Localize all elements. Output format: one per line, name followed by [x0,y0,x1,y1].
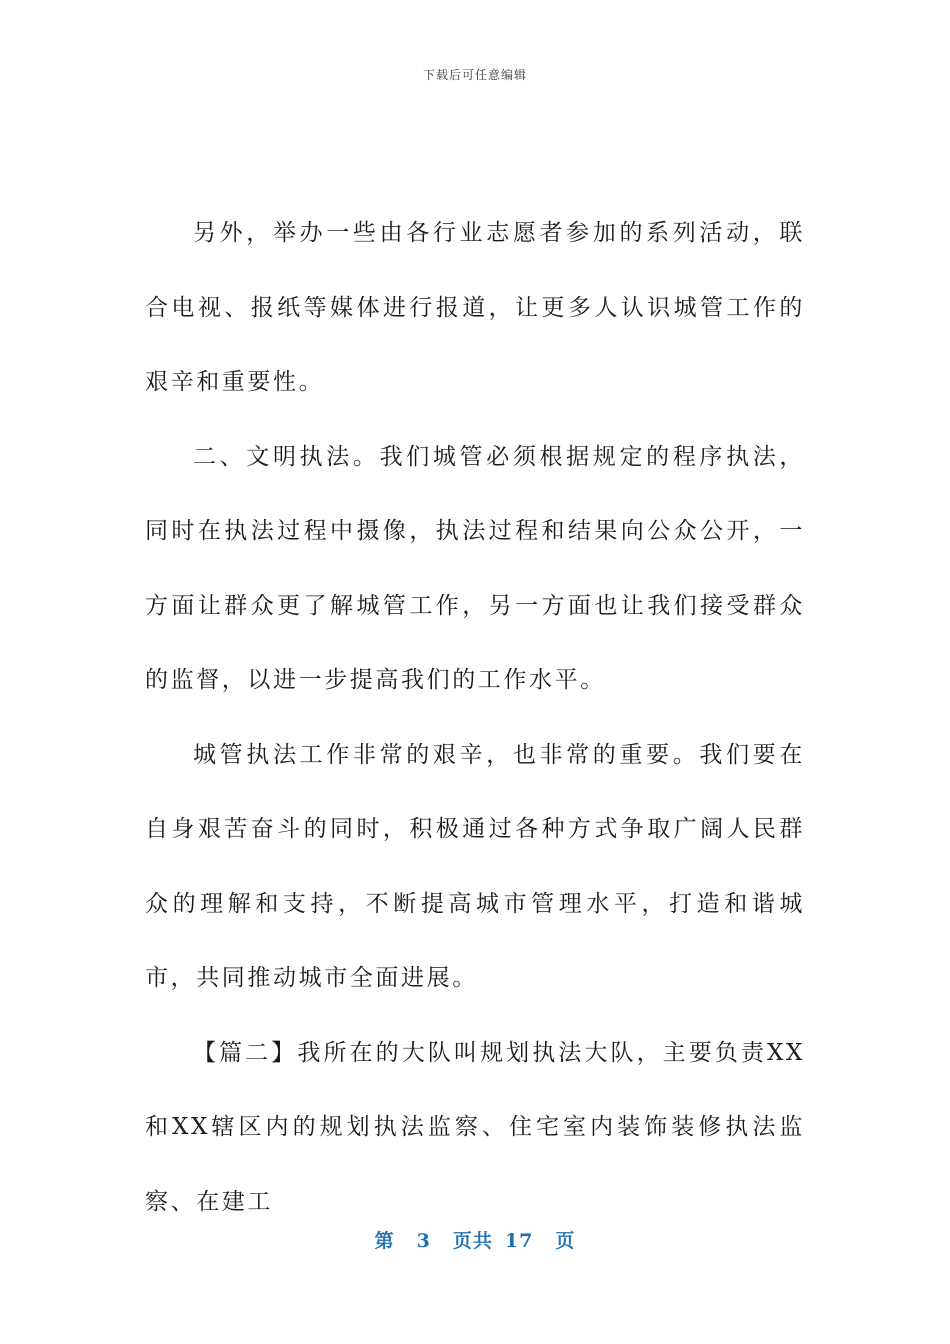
paragraph-conclusion: 城管执法工作非常的艰辛，也非常的重要。我们要在自身艰苦奋斗的同时，积极通过各种方式争取广阔人民群众的理解和支持，不断提高城市管理水平，打造和谐城市，共同推动城市全面进展。 [145,741,805,991]
page-number: 3 [416,1230,431,1252]
page-middle: 页共 [452,1230,493,1252]
paragraph-civil-enforcement: 二、文明执法。我们城管必须根据规定的程序执法，同时在执法过程中摄像，执法过程和结果向公众公开，一方面让群众更了解城管工作，另一方面也让我们接受群众的监督，以进一步提高我们的工作水平。 [145,443,805,693]
page-prefix: 第 [374,1230,395,1252]
page-indicator [0,1226,950,1253]
page-suffix: 页 [555,1230,576,1252]
paragraph-part-two: 【篇二】我所在的大队叫规划执法大队，主要负责XX和XX辖区内的规划执法监察、住宅室内装饰装修执法监察、在建工 [145,1039,805,1215]
paragraph-publicity: 另外，举办一些由各行业志愿者参加的系列活动，联合电视、报纸等媒体进行报道，让更多人认识城管工作的艰辛和重要性。 [145,220,805,395]
page-total: 17 [504,1230,534,1252]
header-note: 下载后可任意编辑 [422,68,527,82]
document-body [145,196,805,1239]
